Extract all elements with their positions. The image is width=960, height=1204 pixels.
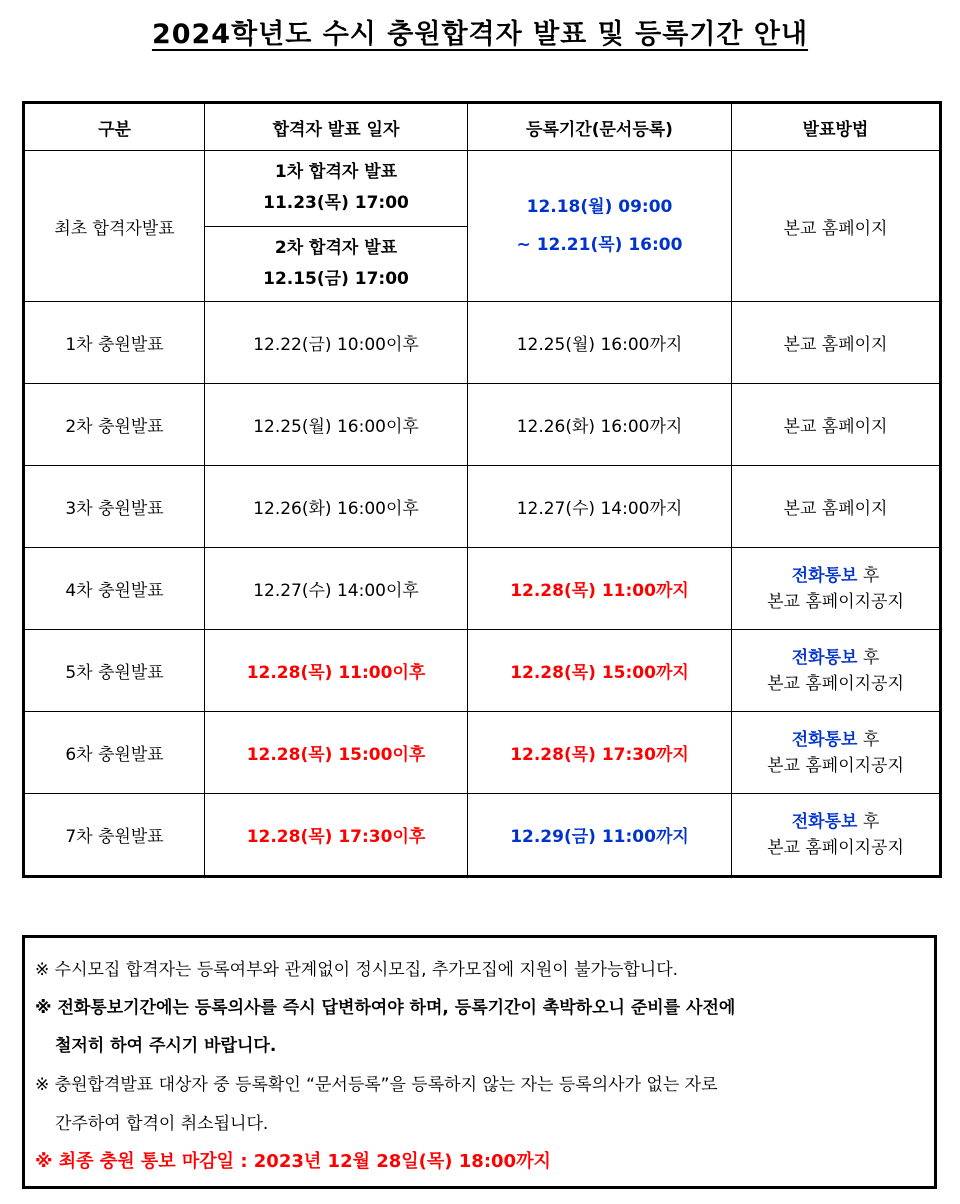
table-row — [24, 302, 941, 384]
round1-date: 11.23(목) 17:00 — [263, 193, 409, 214]
cell-period: 12.28(목) 11:00까지 — [468, 548, 732, 630]
cell-period: 12.25(월) 16:00까지 — [468, 302, 732, 384]
header-category: 구분 — [24, 103, 205, 151]
notify-strong: 전화통보 — [791, 647, 858, 668]
cell-method: 본교 홈페이지 — [732, 302, 941, 384]
table-row — [24, 630, 941, 712]
cell-method: 본교 홈페이지 — [732, 151, 941, 302]
cell-announce: 12.22(금) 10:00이후 — [205, 302, 468, 384]
notify-suffix: 후 — [857, 647, 880, 668]
cell-category: 5차 충원발표 — [24, 630, 205, 712]
notify-line2: 본교 홈페이지공지 — [767, 673, 904, 694]
period-end: ~ 12.21(목) 16:00 — [516, 235, 683, 255]
cell-announce: 12.27(수) 14:00이후 — [205, 548, 468, 630]
notice-2-line1: ※ 전화통보기간에는 등록의사를 즉시 답변하여야 하며, 등록기간이 촉박하오니 준비를 사전에 — [35, 998, 736, 1018]
notice-3-line1: ※ 충원합격발표 대상자 중 등록확인 “문서등록”을 등록하지 않는 자는 등록의사가 없는 자로 — [35, 1075, 718, 1095]
round1-label: 1차 합격자 발표 — [274, 162, 398, 183]
cell-period: 12.29(금) 11:00까지 — [468, 794, 732, 877]
cell-period: 12.26(화) 16:00까지 — [468, 384, 732, 466]
table-row — [24, 794, 941, 877]
notify-suffix: 후 — [857, 729, 880, 750]
notify-suffix: 후 — [857, 565, 880, 586]
cell-category: 4차 충원발표 — [24, 548, 205, 630]
cell-announce-split — [205, 151, 468, 302]
table-header-row — [24, 103, 941, 151]
header-method: 발표방법 — [732, 103, 941, 151]
cell-period: 12.28(목) 15:00까지 — [468, 630, 732, 712]
header-announce-date: 합격자 발표 일자 — [205, 103, 468, 151]
round2-date: 12.15(금) 17:00 — [263, 268, 409, 289]
header-registration-period: 등록기간(문서등록) — [468, 103, 732, 151]
notify-suffix: 후 — [857, 811, 880, 832]
cell-period: 12.28(목) 17:30까지 — [468, 712, 732, 794]
cell-method: 본교 홈페이지 — [732, 384, 941, 466]
notice-box — [22, 935, 937, 1189]
notice-3-line2: 간주하여 합격이 취소됩니다. — [55, 1114, 269, 1134]
notify-strong: 전화통보 — [791, 811, 858, 832]
cell-announce: 12.28(목) 17:30이후 — [205, 794, 468, 877]
cell-announce: 12.26(화) 16:00이후 — [205, 466, 468, 548]
round2-label: 2차 합격자 발표 — [274, 237, 398, 258]
notify-line2: 본교 홈페이지공지 — [767, 591, 904, 612]
cell-method — [732, 630, 941, 712]
table-row — [24, 548, 941, 630]
round2-block — [205, 226, 467, 302]
notice-final-deadline: ※ 최종 충원 통보 마감일 : 2023년 12월 28일(목) 18:00까지 — [35, 1151, 551, 1172]
cell-announce: 12.25(월) 16:00이후 — [205, 384, 468, 466]
notify-strong: 전화통보 — [791, 729, 858, 750]
notify-line2: 본교 홈페이지공지 — [767, 837, 904, 858]
round1-block — [205, 151, 467, 226]
schedule-table — [22, 101, 942, 878]
notice-2-line2: 철저히 하여 주시기 바랍니다. — [55, 1036, 277, 1056]
notify-strong: 전화통보 — [791, 565, 858, 586]
cell-category: 1차 충원발표 — [24, 302, 205, 384]
cell-category: 7차 충원발표 — [24, 794, 205, 877]
table-row — [24, 712, 941, 794]
table-row — [24, 466, 941, 548]
page-title-text: 2024학년도 수시 충원합격자 발표 및 등록기간 안내 — [151, 19, 809, 50]
cell-method — [732, 712, 941, 794]
cell-method — [732, 794, 941, 877]
cell-announce: 12.28(목) 15:00이후 — [205, 712, 468, 794]
cell-category: 3차 충원발표 — [24, 466, 205, 548]
table-row-first — [24, 151, 941, 302]
cell-announce: 12.28(목) 11:00이후 — [205, 630, 468, 712]
cell-method — [732, 548, 941, 630]
table-row — [24, 384, 941, 466]
notify-line2: 본교 홈페이지공지 — [767, 755, 904, 776]
cell-category: 6차 충원발표 — [24, 712, 205, 794]
period-start: 12.18(월) 09:00 — [526, 197, 673, 217]
cell-category: 2차 충원발표 — [24, 384, 205, 466]
cell-category: 최초 합격자발표 — [24, 151, 205, 302]
cell-method: 본교 홈페이지 — [732, 466, 941, 548]
notice-1: ※ 수시모집 합격자는 등록여부와 관계없이 정시모집, 추가모집에 지원이 불가능합니다. — [35, 960, 679, 980]
cell-period-first — [468, 151, 732, 302]
page-title — [0, 12, 960, 51]
cell-period: 12.27(수) 14:00까지 — [468, 466, 732, 548]
